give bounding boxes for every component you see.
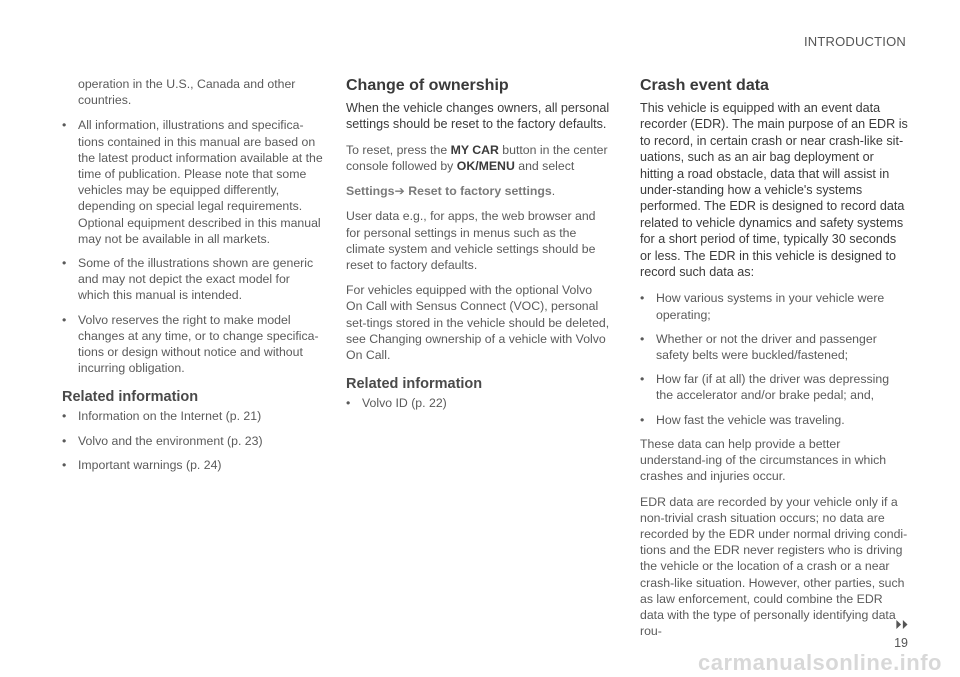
bullet-icon: • (640, 412, 645, 427)
arrow-right-icon: ➔ (394, 184, 405, 199)
section-header: INTRODUCTION (803, 34, 906, 49)
lead-paragraph: When the vehicle changes owners, all personal settings should be reset to the factory defaults. (346, 101, 610, 132)
bullet-icon: • (62, 457, 67, 472)
column-left (62, 76, 324, 481)
list-item: • Some of the illustrations shown are generic and may not depict the exact model for which this manual is intended. (62, 256, 314, 303)
list-item: • Volvo reserves the right to make model changes at any time, or to change specifica-tions or design without notice and without incurring obligation. (62, 312, 319, 376)
related-link[interactable]: • Volvo ID (p. 22) (346, 396, 447, 411)
related-info-heading: Related information (62, 389, 199, 406)
edr-paragraph: EDR data are recorded by your vehicle only if a non-trivial crash situation occurs; no data are recorded by the EDR under normal driving condi-tions and the EDR never registers who is driving the vehicle or the location of a crash or a near crash-like situation. However, other parties, such as law enforcement, could combine the EDR data with the type of personally identifying data rou- (640, 494, 908, 639)
list-item: • How far (if at all) the driver was depressing the accelerator and/or brake pedal; and, (640, 372, 890, 403)
related-info-heading: Related information (346, 376, 483, 393)
bullet-icon: • (640, 331, 645, 346)
edr-bullet-list (640, 290, 908, 427)
bullet-icon: • (640, 291, 645, 306)
list-item: • All information, illustrations and specifica-tions contained in this manual are based on the latest product information available at the time of publication. Please note that some vehicles may be equipped differently, depending on special legal requirements. Optional equipment described in this manual may not be available in all markets. (62, 118, 323, 246)
bullet-icon: • (346, 396, 351, 411)
list-item: • How fast the vehicle was traveling. (640, 412, 845, 427)
continuation-text: operation in the U.S., Canada and other countries. (78, 77, 296, 108)
related-link[interactable]: • Information on the Internet (p. 21) (62, 409, 262, 424)
page-number: 19 (894, 636, 908, 650)
help-paragraph: These data can help provide a better understand-ing of the circumstances in which crashes and injuries occur. (640, 436, 887, 484)
bullet-icon: • (62, 118, 67, 133)
menu-reset-factory: Reset to factory settings (408, 184, 552, 199)
bullet-icon: • (62, 256, 67, 271)
list-item: • Whether or not the driver and passenger safety belts were buckled/fastened; (640, 331, 877, 363)
user-data-paragraph: User data e.g., for apps, the web browser and for personal settings in menus such as the climate system and vehicle settings should be reset to factory defaults. (346, 209, 596, 273)
reset-instructions: To reset, press the MY CAR button in the center console followed by OK/MENU and select (346, 142, 608, 174)
my-car-button-label: MY CAR (450, 142, 499, 157)
related-links (346, 395, 610, 411)
continue-next-page-icon: ⏵⏵ (895, 617, 908, 632)
voc-paragraph: For vehicles equipped with the optional Volvo On Call with Sensus Connect (VOC), personal set-tings stored in the vehicle should be deleted, see Changing ownership of a vehicle with Volvo On Call. (346, 283, 610, 363)
lead-paragraph: This vehicle is equipped with an event data recorder (EDR). The main purpose of an EDR is to record, in certain crash or near crash-like sit-uations, such as an air bag deployment or hitting a road obstacle, data that will assist in under-standing how a vehicle's systems performed. The EDR is designed to record data related to vehicle dynamics and safety systems for a short period of time, typically 30 seconds or less. The EDR in this vehicle is designed to record such data as: (640, 101, 908, 280)
watermark-logo: carmanualsonline.info (698, 650, 942, 675)
bullet-icon: • (62, 433, 67, 448)
menu-settings: Settings (346, 184, 395, 199)
intro-bullet-list (62, 117, 324, 376)
crash-event-heading: Crash event data (640, 77, 769, 94)
bullet-icon: • (640, 372, 645, 387)
column-right (640, 76, 908, 648)
list-item: • How various systems in your vehicle were operating; (640, 291, 885, 322)
bullet-icon: • (62, 409, 67, 424)
change-ownership-heading: Change of ownership (346, 77, 509, 94)
related-link[interactable]: • Volvo and the environment (p. 23) (62, 433, 263, 448)
column-middle (346, 76, 610, 419)
ok-menu-button-label: OK/MENU (456, 159, 515, 174)
related-links (62, 408, 324, 473)
bullet-icon: • (62, 312, 67, 327)
menu-path: Settings➔ Reset to factory settings. (346, 184, 556, 199)
related-link[interactable]: • Important warnings (p. 24) (62, 457, 222, 472)
